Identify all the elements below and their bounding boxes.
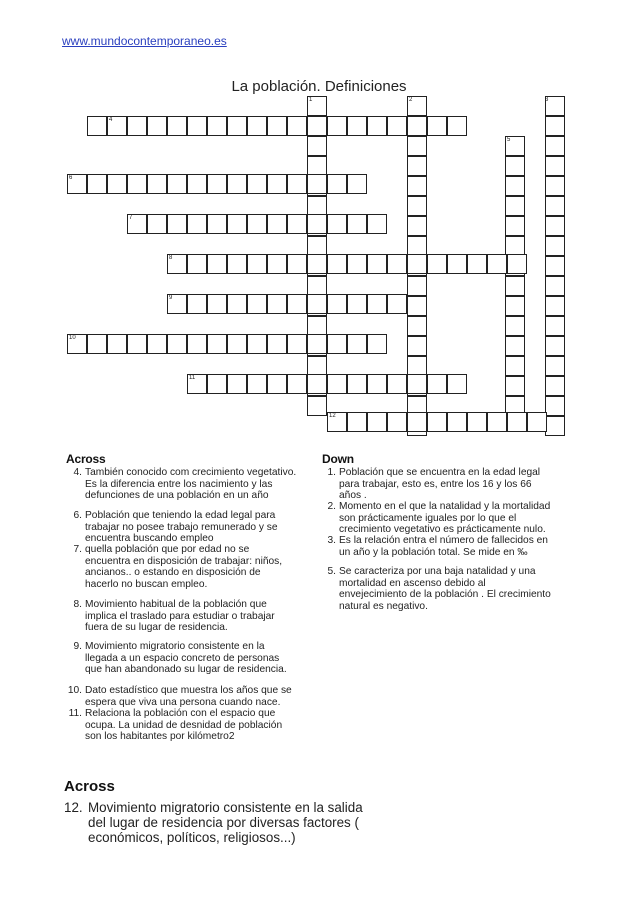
clue-num: 9. (73, 641, 82, 652)
grid-cell[interactable] (227, 294, 247, 314)
grid-cell[interactable] (267, 214, 287, 234)
grid-cell[interactable] (505, 296, 525, 316)
grid-cell[interactable] (347, 334, 367, 354)
grid-cell[interactable] (227, 374, 247, 394)
clue-num: 11. (68, 708, 82, 719)
clue-number-11: 11 (189, 375, 196, 381)
clue-text: Población que se encuentra en la edad legal para trabajar, esto es, entre los 16 y los 66 años . (339, 467, 541, 502)
grid-cell[interactable] (545, 136, 565, 156)
grid-cell[interactable] (307, 356, 327, 376)
grid-cell[interactable] (267, 334, 287, 354)
grid-cell[interactable] (207, 254, 227, 274)
across-heading: Across (66, 452, 106, 466)
grid-cell[interactable] (487, 412, 507, 432)
grid-cell[interactable] (287, 294, 307, 314)
clue-num: 5. (327, 566, 336, 577)
grid-cell[interactable] (467, 412, 487, 432)
grid-cell[interactable] (505, 316, 525, 336)
grid-cell[interactable] (527, 412, 547, 432)
clue-num: 2. (327, 501, 336, 512)
clue-number-8: 8 (169, 255, 173, 261)
grid-cell[interactable] (427, 412, 447, 432)
grid-cell[interactable] (247, 174, 267, 194)
grid-cell[interactable] (545, 336, 565, 356)
grid-cell[interactable] (267, 294, 287, 314)
clue-number-1: 1 (309, 97, 313, 103)
grid-cell[interactable] (347, 294, 367, 314)
grid-cell[interactable] (427, 254, 447, 274)
grid-cell[interactable] (307, 174, 327, 194)
grid-cell[interactable] (387, 116, 407, 136)
grid-cell[interactable] (407, 116, 427, 136)
grid-cell[interactable] (505, 196, 525, 216)
grid-cell[interactable] (247, 294, 267, 314)
grid-cell[interactable] (545, 156, 565, 176)
grid-cell[interactable] (247, 334, 267, 354)
grid-cell[interactable] (187, 254, 207, 274)
grid-cell[interactable] (247, 214, 267, 234)
grid-cell[interactable] (147, 214, 167, 234)
grid-cell[interactable] (545, 296, 565, 316)
clue-number-5: 5 (507, 137, 511, 143)
grid-cell[interactable] (307, 334, 327, 354)
grid-cell[interactable] (487, 254, 507, 274)
grid-cell[interactable] (247, 374, 267, 394)
grid-cell[interactable] (307, 374, 327, 394)
grid-cell[interactable] (127, 174, 147, 194)
grid-cell[interactable] (147, 334, 167, 354)
clue-num: 6. (73, 510, 82, 521)
grid-cell[interactable] (407, 236, 427, 256)
grid-cell[interactable] (367, 374, 387, 394)
grid-cell[interactable] (227, 174, 247, 194)
grid-cell[interactable] (307, 214, 327, 234)
grid-cell[interactable] (545, 216, 565, 236)
grid-cell[interactable] (505, 156, 525, 176)
grid-cell[interactable] (505, 216, 525, 236)
grid-cell[interactable] (427, 116, 447, 136)
grid-cell[interactable] (187, 174, 207, 194)
grid-cell[interactable] (147, 116, 167, 136)
grid-cell[interactable] (545, 256, 565, 276)
grid-cell[interactable] (407, 254, 427, 274)
grid-cell[interactable] (287, 334, 307, 354)
clue-text: Movimiento habitual de la población que implica el traslado para estudiar o trabajar fuera de su lugar de residencia. (85, 599, 275, 634)
grid-cell[interactable] (307, 396, 327, 416)
grid-cell[interactable] (187, 116, 207, 136)
clue-text: Momento en el que la natalidad y la mortalidad son prácticamente iguales por lo que el crecimiento vegetativo es prácticamente nulo. (339, 501, 551, 536)
grid-cell[interactable] (227, 334, 247, 354)
grid-cell[interactable] (307, 156, 327, 176)
grid-cell[interactable] (407, 196, 427, 216)
grid-cell[interactable] (507, 412, 527, 432)
grid-cell[interactable] (247, 116, 267, 136)
grid-cell[interactable] (167, 116, 187, 136)
clue-number-12: 12 (329, 413, 336, 419)
grid-cell[interactable] (545, 236, 565, 256)
grid-cell[interactable] (107, 174, 127, 194)
grid-cell[interactable] (505, 356, 525, 376)
clue-text: Relaciona la población con el espacio que ocupa. La unidad de desnidad de población son los habitantes por kilómetro2 (85, 708, 283, 743)
grid-cell[interactable] (387, 412, 407, 432)
grid-cell[interactable] (327, 214, 347, 234)
across-heading-2: Across (64, 778, 115, 795)
grid-cell[interactable] (505, 176, 525, 196)
grid-cell[interactable] (307, 196, 327, 216)
grid-cell[interactable] (327, 334, 347, 354)
down-heading: Down (322, 452, 354, 466)
grid-cell[interactable] (227, 214, 247, 234)
grid-cell[interactable] (327, 116, 347, 136)
grid-cell[interactable] (327, 294, 347, 314)
grid-cell[interactable] (347, 174, 367, 194)
clue-text: Dato estadístico que muestra los años que se espera que viva una persona cuando nace. (85, 685, 292, 708)
grid-cell[interactable] (367, 412, 387, 432)
crossword-grid (0, 0, 638, 440)
grid-cell[interactable] (407, 374, 427, 394)
grid-cell[interactable] (187, 294, 207, 314)
clue-num: 10. (67, 685, 82, 696)
grid-cell[interactable] (505, 276, 525, 296)
grid-cell[interactable] (327, 374, 347, 394)
grid-cell[interactable] (307, 116, 327, 136)
grid-cell[interactable] (347, 374, 367, 394)
grid-cell[interactable] (505, 236, 525, 256)
grid-cell[interactable] (107, 334, 127, 354)
grid-cell[interactable] (287, 116, 307, 136)
grid-cell[interactable] (505, 336, 525, 356)
grid-cell[interactable] (307, 294, 327, 314)
grid-cell[interactable] (545, 176, 565, 196)
grid-cell[interactable] (447, 254, 467, 274)
clue-text: Población que teniendo la edad legal para trabajar no posee trabajo remunerado y se encuentra buscando empleo (85, 510, 278, 545)
grid-cell[interactable] (207, 374, 227, 394)
grid-cell[interactable] (267, 116, 287, 136)
grid-cell[interactable] (387, 374, 407, 394)
grid-cell[interactable] (127, 334, 147, 354)
grid-cell[interactable] (367, 214, 387, 234)
website-url[interactable]: www.mundocontemporaneo.es (62, 34, 227, 48)
grid-cell[interactable] (347, 254, 367, 274)
grid-cell[interactable] (207, 294, 227, 314)
grid-cell[interactable] (545, 276, 565, 296)
grid-cell[interactable] (387, 254, 407, 274)
grid-cell[interactable] (447, 374, 467, 394)
clue-text: Movimiento migratorio consistente en la salida del lugar de residencia por diversas factores ( económicos, políticos, religiosos...) (88, 800, 363, 845)
grid-cell[interactable] (227, 254, 247, 274)
grid-cell[interactable] (287, 174, 307, 194)
clue-text: Movimiento migratorio consistente en la llegada a un espacio concreto de personas que han abandonado su lugar de residencia. (85, 641, 287, 676)
grid-cell[interactable] (267, 174, 287, 194)
grid-cell[interactable] (407, 176, 427, 196)
grid-cell[interactable] (545, 316, 565, 336)
grid-cell[interactable] (87, 174, 107, 194)
grid-cell[interactable] (545, 376, 565, 396)
grid-cell[interactable] (187, 334, 207, 354)
grid-cell[interactable] (367, 294, 387, 314)
clue-num: 12. (64, 800, 83, 815)
grid-cell[interactable] (307, 276, 327, 296)
grid-cell[interactable] (367, 334, 387, 354)
clue-num: 3. (327, 535, 336, 546)
grid-cell[interactable] (407, 136, 427, 156)
grid-cell[interactable] (307, 254, 327, 274)
grid-cell[interactable] (467, 254, 487, 274)
grid-cell[interactable] (147, 174, 167, 194)
grid-cell[interactable] (327, 174, 347, 194)
grid-cell[interactable] (545, 356, 565, 376)
grid-cell[interactable] (407, 296, 427, 316)
grid-cell[interactable] (307, 316, 327, 336)
grid-cell[interactable] (407, 412, 427, 432)
grid-cell[interactable] (407, 356, 427, 376)
grid-cell[interactable] (367, 254, 387, 274)
clue-number-2: 2 (409, 97, 413, 103)
grid-cell[interactable] (87, 334, 107, 354)
clue-text: Se caracteriza por una baja natalidad y una mortalidad en ascenso debido al envejecimiento de la población . El crecimiento natural es negativo. (339, 566, 551, 612)
clue-number-7: 7 (129, 215, 133, 221)
clue-number-10: 10 (69, 335, 76, 341)
page-title: La población. Definiciones (231, 78, 407, 95)
grid-cell[interactable] (207, 334, 227, 354)
grid-cell[interactable] (347, 214, 367, 234)
grid-cell[interactable] (87, 116, 107, 136)
grid-cell[interactable] (387, 294, 407, 314)
grid-cell[interactable] (287, 374, 307, 394)
grid-cell[interactable] (207, 116, 227, 136)
grid-cell[interactable] (427, 374, 447, 394)
grid-cell[interactable] (347, 116, 367, 136)
clue-text: Es la relación entra el número de fallecidos en un año y la población total. Se mide en ‰ (339, 535, 548, 558)
clue-number-9: 9 (169, 295, 173, 301)
grid-cell[interactable] (347, 412, 367, 432)
grid-cell[interactable] (287, 254, 307, 274)
grid-cell[interactable] (407, 276, 427, 296)
clue-number-4: 4 (109, 117, 113, 123)
grid-cell[interactable] (207, 214, 227, 234)
grid-cell[interactable] (407, 336, 427, 356)
grid-cell[interactable] (307, 236, 327, 256)
clue-number-3: 3 (545, 97, 549, 103)
clue-num: 7. (73, 544, 82, 555)
grid-cell[interactable] (545, 116, 565, 136)
grid-cell[interactable] (407, 316, 427, 336)
grid-cell[interactable] (267, 374, 287, 394)
grid-cell[interactable] (127, 116, 147, 136)
grid-cell[interactable] (545, 396, 565, 416)
grid-cell[interactable] (167, 334, 187, 354)
grid-cell[interactable] (327, 254, 347, 274)
grid-cell[interactable] (167, 214, 187, 234)
clue-num: 4. (73, 467, 82, 478)
grid-cell[interactable] (447, 116, 467, 136)
grid-cell[interactable] (167, 174, 187, 194)
grid-cell[interactable] (227, 116, 247, 136)
grid-cell[interactable] (287, 214, 307, 234)
grid-cell[interactable] (407, 156, 427, 176)
grid-cell[interactable] (207, 174, 227, 194)
grid-cell[interactable] (307, 136, 327, 156)
clue-text: También conocido com crecimiento vegetativo. Es la diferencia entre los nacimiento y las defunciones de una población en un año (85, 467, 297, 502)
grid-cell[interactable] (507, 254, 527, 274)
grid-cell[interactable] (447, 412, 467, 432)
clue-num: 1. (327, 467, 336, 478)
grid-cell[interactable] (247, 254, 267, 274)
grid-cell[interactable] (367, 116, 387, 136)
grid-cell[interactable] (267, 254, 287, 274)
grid-cell[interactable] (505, 376, 525, 396)
grid-cell[interactable] (187, 214, 207, 234)
clue-text: quella población que por edad no se encuentra en disposición de trabajar: niños, ancianos.. o estando en disposición de hacerlo no buscan empleo. (85, 544, 283, 590)
grid-cell[interactable] (407, 216, 427, 236)
clue-number-6: 6 (69, 175, 73, 181)
clue-num: 8. (73, 599, 82, 610)
grid-cell[interactable] (545, 416, 565, 436)
grid-cell[interactable] (545, 196, 565, 216)
